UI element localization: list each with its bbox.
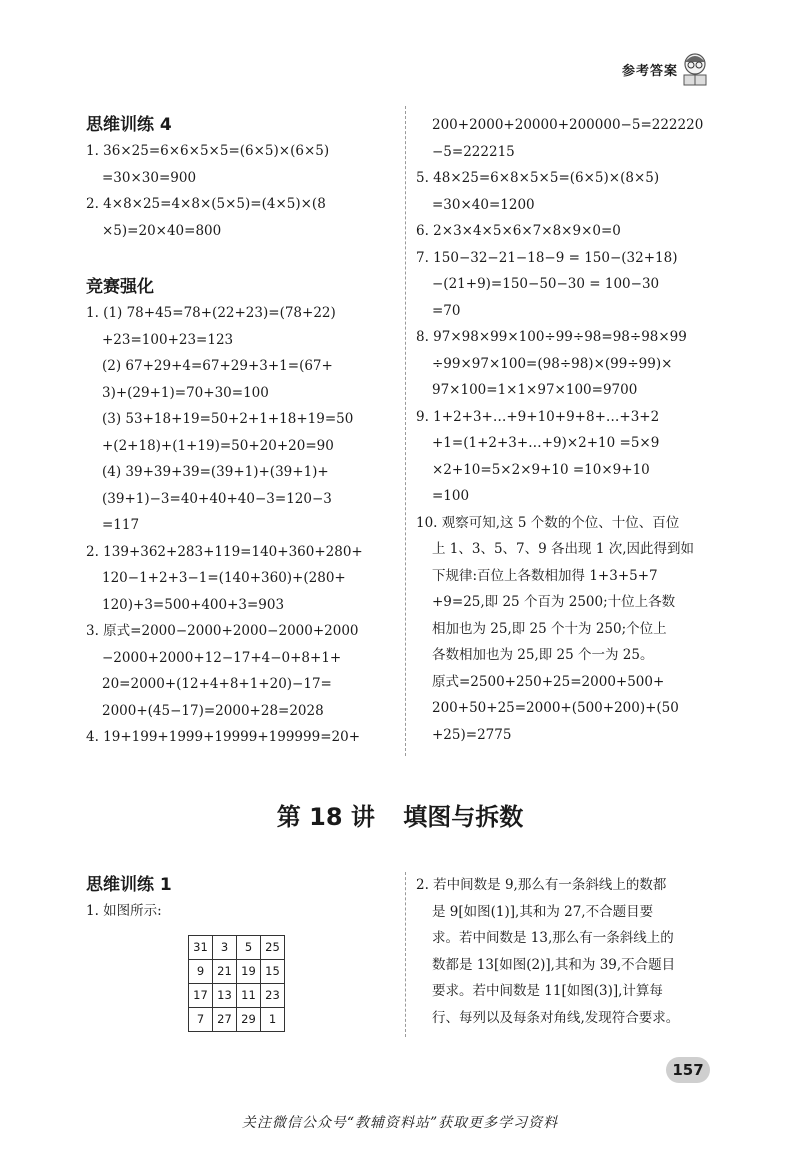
section-title-training-4: 思维训练 4 [86, 115, 172, 135]
chapter-title: 填图与拆数 [403, 803, 524, 831]
bottom-right-column [416, 872, 726, 1031]
column-divider [405, 106, 406, 756]
answer-line: 6. 2×3×4×5×6×7×8×9×0=0 [416, 223, 621, 239]
grid-cell: 13 [213, 983, 237, 1007]
grid-cell: 1 [261, 1007, 285, 1031]
answer-line: =100 [432, 488, 470, 504]
answer-line: −2000+2000+12−17+4−0+8+1+ [102, 649, 342, 666]
answer-line: 2000+(45−17)=2000+28=2028 [102, 702, 324, 719]
answer-line: 下规律:百位上各数相加得 1+3+5+7 [432, 567, 658, 584]
answer-line: (2) 67+29+4=67+29+3+1=(67+ [102, 358, 333, 374]
answer-line: 要求。若中间数是 11[如图(3)],计算每 [432, 983, 663, 999]
left-column [86, 112, 396, 751]
answer-line: 2. 若中间数是 9,那么有一条斜线上的数都 [416, 877, 667, 893]
answer-line: 9. 1+2+3+…+9+10+9+8+…+3+2 [416, 408, 660, 425]
answer-line: 行、每列以及每条对角线,发现符合要求。 [432, 1009, 680, 1026]
answer-line: 200+50+25=2000+(500+200)+(50 [432, 700, 679, 716]
answer-line: =117 [102, 517, 140, 533]
grid-cell: 11 [237, 983, 261, 1007]
answer-line: ÷99×97×100=(98÷98)×(99÷99)× [432, 355, 673, 372]
header-label: 参考答案 [622, 64, 679, 79]
answer-line: 8. 97×98×99×100÷99÷98=98÷98×99 [416, 329, 687, 345]
grid-cell: 9 [189, 959, 213, 983]
grid-cell: 5 [237, 935, 261, 959]
answer-line: (4) 39+39+39=(39+1)+(39+1)+ [102, 464, 329, 480]
answer-line: 1. (1) 78+45=78+(22+23)=(78+22) [86, 305, 336, 321]
answer-line: ×2+10=5×2×9+10 =10×9+10 [432, 461, 650, 478]
section-title-training-1: 思维训练 1 [86, 875, 172, 895]
answer-line: 上 1、3、5、7、9 各出现 1 次,因此得到如 [432, 541, 694, 557]
answer-line: +(2+18)+(1+19)=50+20+20=90 [102, 437, 334, 454]
grid-cell: 17 [189, 983, 213, 1007]
cartoon-reader-icon [676, 50, 714, 88]
grid-cell: 25 [261, 935, 285, 959]
answer-line: =70 [432, 302, 461, 319]
grid-cell: 23 [261, 983, 285, 1007]
answer-line: 是 9[如图(1)],其和为 27,不合题目要 [432, 903, 654, 920]
answer-line: 求。若中间数是 13,那么有一条斜线上的 [432, 930, 674, 946]
grid-cell: 27 [213, 1007, 237, 1031]
answer-line: 数都是 13[如图(2)],其和为 39,不合题目 [432, 956, 676, 973]
grid-cell: 19 [237, 959, 261, 983]
answer-line: 1. 36×25=6×6×5×5=(6×5)×(6×5) [86, 143, 330, 159]
answer-line: 4. 19+199+1999+19999+199999=20+ [86, 729, 361, 745]
answer-line: ×5)=20×40=800 [102, 222, 222, 239]
grid-cell: 7 [189, 1007, 213, 1031]
answer-line: −5=222215 [432, 143, 515, 160]
grid-cell: 15 [261, 959, 285, 983]
answer-line: =30×40=1200 [432, 196, 535, 213]
right-column [416, 112, 726, 748]
answer-line: 7. 150−32−21−18−9 = 150−(32+18) [416, 249, 678, 266]
answer-line: 各数相加也为 25,即 25 个一为 25。 [432, 647, 654, 663]
column-divider [405, 872, 406, 1037]
answer-line: (39+1)−3=40+40+40−3=120−3 [102, 490, 332, 507]
answer-line: 120)+3=500+400+3=903 [102, 596, 285, 613]
answer-line: 10. 观察可知,这 5 个数的个位、十位、百位 [416, 514, 680, 531]
answer-line: 2. 4×8×25=4×8×(5×5)=(4×5)×(8 [86, 196, 326, 212]
answer-line: +9=25,即 25 个百为 2500;十位上各数 [432, 594, 676, 610]
answer-line: 相加也为 25,即 25 个十为 250;个位上 [432, 620, 667, 637]
answer-line: −(21+9)=150−50−30 = 100−30 [432, 276, 660, 292]
answer-line: +1=(1+2+3+…+9)×2+10 =5×9 [432, 435, 660, 451]
section-title-competition: 竞赛强化 [86, 277, 154, 297]
answer-line: 120−1+2+3−1=(140+360)+(280+ [102, 570, 346, 586]
answer-line: 3. 原式=2000−2000+2000−2000+2000 [86, 623, 359, 639]
grid-cell: 29 [237, 1007, 261, 1031]
answer-line: 5. 48×25=6×8×5×5=(6×5)×(8×5) [416, 170, 660, 186]
grid-cell: 31 [189, 935, 213, 959]
answer-line: =30×30=900 [102, 169, 197, 186]
grid-cell: 3 [213, 935, 237, 959]
answer-line: 200+2000+20000+200000−5=222220 [432, 117, 704, 133]
answer-line: (3) 53+18+19=50+2+1+18+19=50 [102, 411, 354, 427]
grid-cell: 21 [213, 959, 237, 983]
answer-line: 原式=2500+250+25=2000+500+ [432, 673, 665, 690]
answer-line: +25)=2775 [432, 726, 512, 743]
answer-line: 2. 139+362+283+119=140+360+280+ [86, 543, 363, 560]
answer-line: 97×100=1×1×97×100=9700 [432, 382, 638, 398]
footer-note: 关注微信公众号“教辅资料站”获取更多学习资料 [241, 1115, 559, 1131]
page-number: 157 [666, 1057, 710, 1083]
answer-line: +23=100+23=123 [102, 331, 234, 348]
number-grid [188, 935, 285, 1032]
bottom-left-column [86, 872, 396, 1032]
answer-line: 20=2000+(12+4+8+1+20)−17= [102, 676, 332, 692]
answer-line: 3)+(29+1)=70+30=100 [102, 384, 269, 401]
answer-line: 1. 如图所示: [86, 903, 162, 919]
chapter-heading [0, 797, 800, 832]
chapter-number: 第 18 讲 [276, 803, 375, 831]
